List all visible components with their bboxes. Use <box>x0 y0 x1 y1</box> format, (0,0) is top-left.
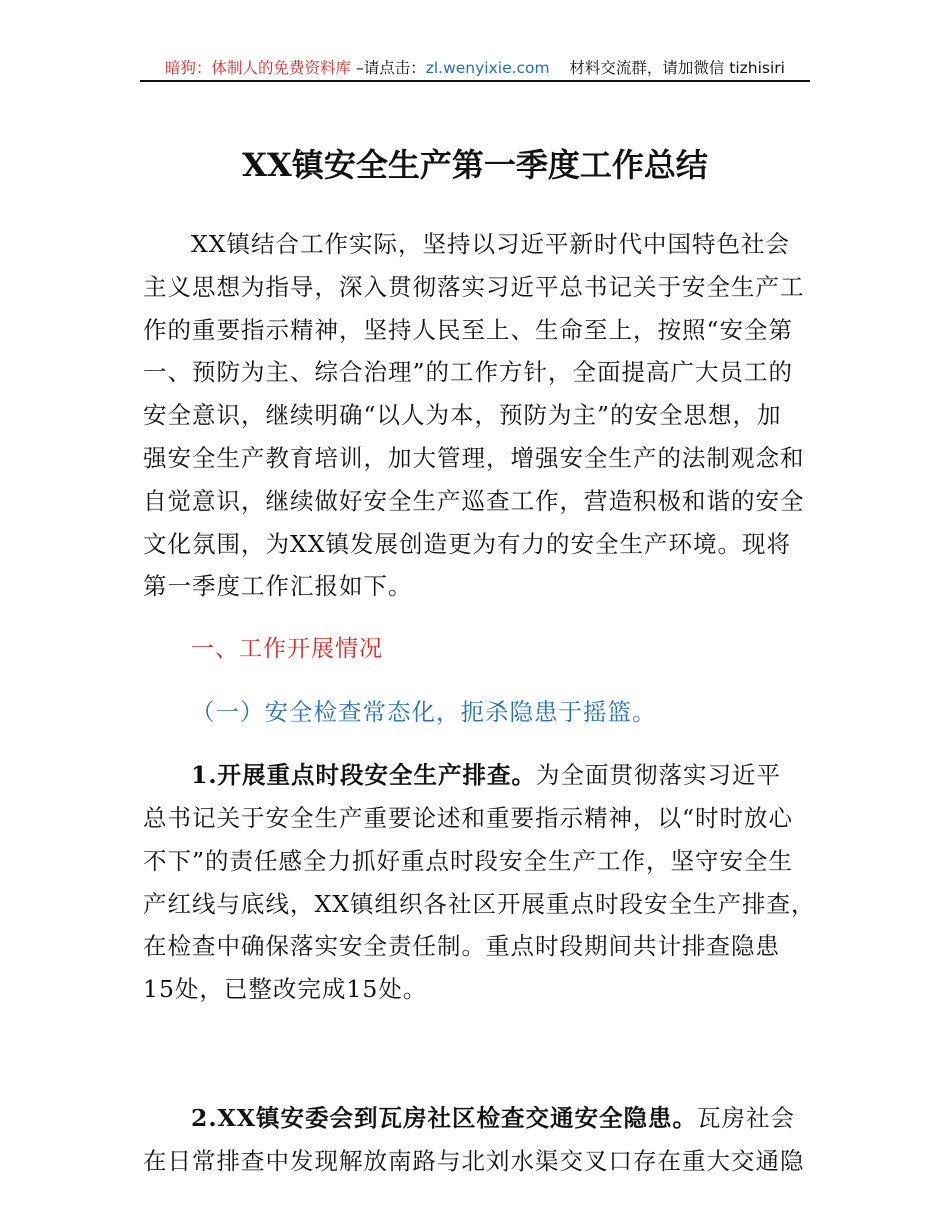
subsection-heading: （一）安全检查常态化，扼杀隐患于摇篮。 <box>191 698 657 726</box>
text-line: 总书记关于安全生产重要论述和重要指示精神，以“时时放心 <box>143 804 794 832</box>
item2-heading: 2.XX镇安委会到瓦房社区检查交通安全隐患。 <box>191 1104 697 1132</box>
section-heading: 一、工作开展情况 <box>191 636 383 662</box>
text-line: 文化氛围，为XX镇发展创造更为有力的安全生产环境。现将 <box>143 529 791 558</box>
text-line: 强安全生产教育培训，加大管理，增强安全生产的法制观念和 <box>143 444 805 472</box>
text-line: 作的重要指示精神，坚持人民至上、生命至上，按照“安全第 <box>143 315 794 344</box>
text-line: 主义思想为指导，深入贯彻落实习近平总书记关于安全生产工 <box>143 272 805 301</box>
text-line: 一、预防为主、综合治理”的工作方针，全面提高广大员工的 <box>143 358 794 387</box>
text-line: 产红线与底线，XX镇组织各社区开展重点时段安全生产排查， <box>143 889 816 918</box>
header-link[interactable]: zl.wenyixie.com <box>425 59 550 77</box>
text-line: 不下”的责任感全力抓好重点时段安全生产工作，坚守安全生 <box>143 846 794 875</box>
text-line: 在日常排查中发现解放南路与北刘水渠交叉口存在重大交通隐 <box>143 1147 805 1175</box>
document-title: XX镇安全生产第一季度工作总结 <box>242 146 708 184</box>
text-line: 15处，已整改完成15处。 <box>143 975 428 1004</box>
item2-first-line <box>191 1099 861 1133</box>
header-banner <box>140 56 810 78</box>
item2-text: 瓦房社会 <box>697 1104 795 1132</box>
item1-text: 为全面贯彻落实习近平 <box>536 761 782 789</box>
header-divider <box>140 80 810 82</box>
text-line: 在检查中确保落实安全责任制。重点时段期间共计排查隐患 <box>143 932 780 961</box>
text-line: 安全意识，继续明确“以人为本，预防为主”的安全思想，加 <box>143 401 782 430</box>
header-group: 材料交流群，请加微信 tizhisiri <box>549 59 785 77</box>
header-promo: 暗狗：体制人的免费资料库 <box>165 59 352 77</box>
text-line: 第一季度工作汇报如下。 <box>143 572 413 601</box>
header-prompt: –请点击： <box>351 59 426 77</box>
item1-first-line <box>191 756 861 790</box>
item1-heading: 1.开展重点时段安全生产排查。 <box>191 761 537 789</box>
text-line: 自觉意识，继续做好安全生产巡查工作，营造积极和谐的安全 <box>143 486 805 515</box>
text-line: XX镇结合工作实际，坚持以习近平新时代中国特色社会 <box>191 230 790 258</box>
